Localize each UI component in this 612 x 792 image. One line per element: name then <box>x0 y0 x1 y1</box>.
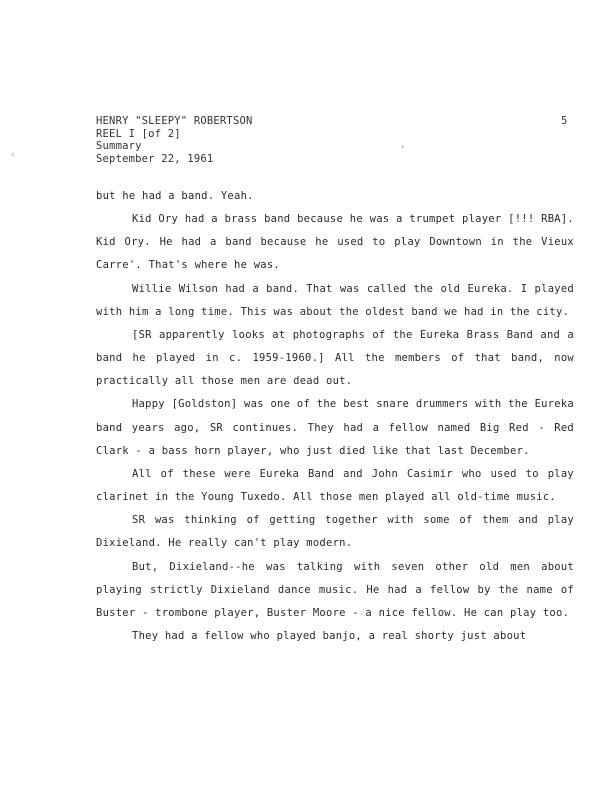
interview-date: September 22, 1961 <box>96 152 214 165</box>
document-header <box>96 115 253 165</box>
page-number: 5 <box>561 115 568 127</box>
interviewee-name: HENRY "SLEEPY" ROBERTSON <box>96 115 253 127</box>
paragraph: But, Dixieland--he was talking with seven other old men about playing strictly Dixieland dance music. He had a fellow by the name of Buster - trombone player, Buster Moore - a nice fellow. He can play too. <box>96 560 574 619</box>
summary-body <box>96 185 574 648</box>
scan-speck-mark: , <box>400 140 406 150</box>
paragraph: They had a fellow who played banjo, a real shorty just about <box>132 629 527 642</box>
scan-speck-mark: ‹ <box>10 150 16 160</box>
paragraph: [SR apparently looks at photographs of the Eureka Brass Band and a band he played in c. 1959-1960.] All the members of that band, now practically all those men are dead out. <box>96 328 574 388</box>
paragraph: Happy [Goldston] was one of the best snare drummers with the Eureka band years ago, SR continues. They had a fellow named Big Red - Red Clark - a bass horn player, who just died like that last December. <box>96 398 574 457</box>
paragraph: SR was thinking of getting together with some of them and play Dixieland. He really can't play modern. <box>96 514 574 550</box>
paragraph: but he had a band. Yeah. <box>96 190 254 202</box>
paragraph: Willie Wilson had a band. That was called the old Eureka. I played with him a long time. This was about the oldest band we had in the city. <box>96 282 574 318</box>
document-type: Summary <box>96 140 142 152</box>
paragraph: Kid Ory had a brass band because he was a trumpet player [!!! RBA]. Kid Ory. He had a band because he used to play Downtown in the Vieux Carre'. That's where he was. <box>96 213 574 272</box>
paragraph: All of these were Eureka Band and John Casimir who used to play clarinet in the Young Tuxedo. All those men played all old-time music. <box>96 467 574 504</box>
reel-label: REEL I [of 2] <box>96 127 181 140</box>
